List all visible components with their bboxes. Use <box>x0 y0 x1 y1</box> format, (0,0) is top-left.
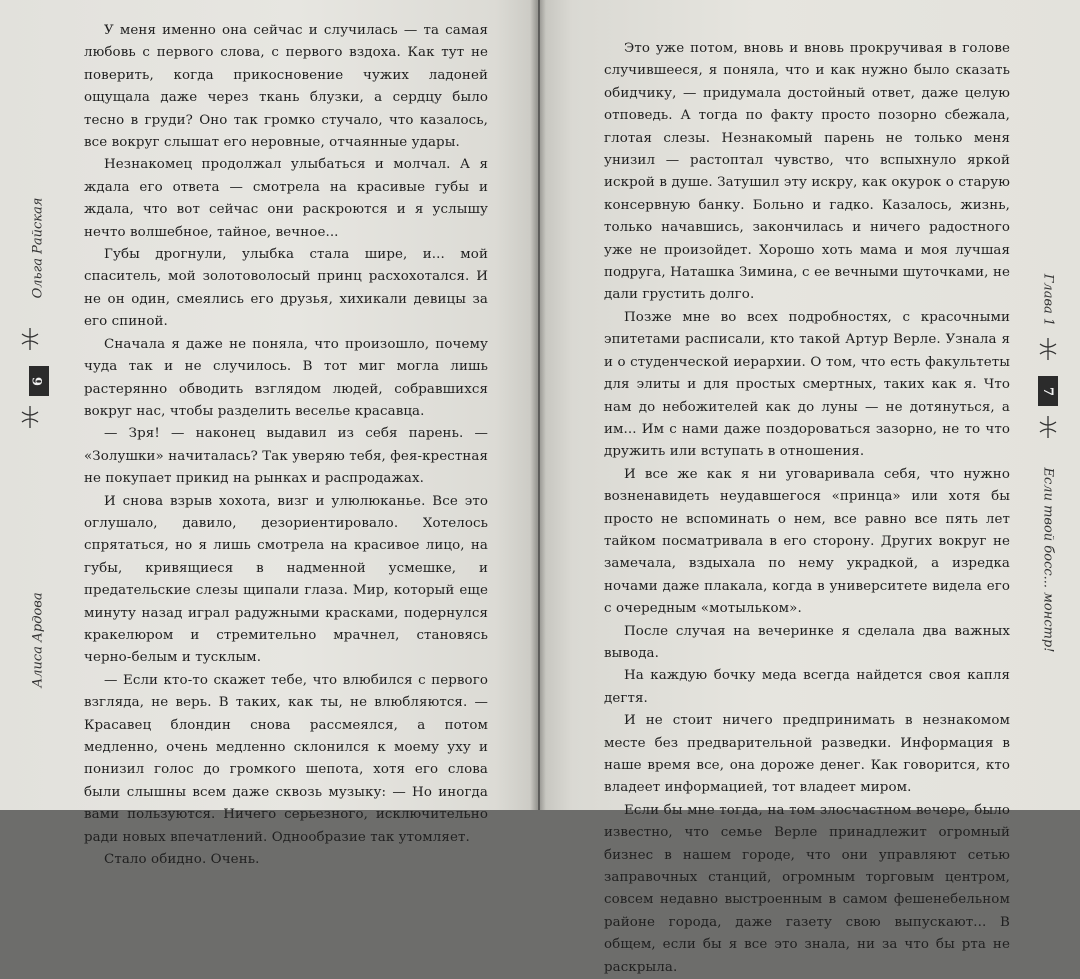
ornament-icon <box>1036 414 1060 440</box>
paragraph: — Если кто-то скажет тебе, что влюбился с первого взгляда, не верь. В таких, как ты, не влюбляются. — Красавец блондин снова рассмеялся, а потом медленно, очень медленно склонился к моему уху и понизил голос до громкого шепота, хотя его слова были слышны всем даже сквозь музыку: — Но иногда вами пользуются. Ничего серьезного, исключительно ради новых впечатлений. Однообразие так утомляет. <box>84 672 488 845</box>
running-header-book-author: Алиса Ардова <box>30 592 46 688</box>
paragraph: Губы дрогнули, улыбка стала шире, и... мой спаситель, мой золотоволосый принц расхохотался. И не он один, смеялись его друзья, хихикали девицы за его спиной. <box>84 247 488 330</box>
paragraph: И все же как я ни уговаривала себя, что нужно возненавидеть неудавшегося «принца» или хотя бы просто не вспоминать о нем, все равно все пять лет тайком посматривала в его сторону. Других вокруг не замечала, вздыхала по нему украдкой, а изредка ночами даже плакала, когда в университете видела его с очередным «мотыльком». <box>604 466 1010 617</box>
left-running-header <box>12 0 52 810</box>
paragraph: Сначала я даже не поняла, что произошло, почему чуда так и не случилось. В тот миг могла лишь растерянно обводить взглядом людей, собравшихся вокруг нас, чтобы разделить веселье красавца. <box>84 336 488 419</box>
paragraph: Незнакомец продолжал улыбаться и молчал. А я ждала его ответа — смотрела на красивые губы и ждала, что вот сейчас они раскроются и я услышу нечто волшебное, тайное, вечное... <box>84 157 488 240</box>
ornament-icon <box>18 404 42 430</box>
left-page <box>0 0 538 868</box>
paragraph: Стало обидно. Очень. <box>104 852 260 868</box>
right-page-text <box>604 38 1010 979</box>
paragraph: И не стоит ничего предпринимать в незнакомом месте без предварительной разведки. Информация в наше время все, она дороже денег. Как говорится, кто владеет информацией, тот владеет миром. <box>604 713 1010 796</box>
paragraph: Позже мне во всех подробностях, с красочными эпитетами расписали, кто такой Артур Верле. Узнала я и о студенческой иерархии. О том, что есть факультеты для элиты и для простых смертных, таких как я. Что нам до небожителей как до луны — не дотянуться, а им... Им с нами даже поздороваться зазорно, не то что дружить или вступать в отношения. <box>604 309 1010 460</box>
right-running-header <box>1030 0 1070 810</box>
page-number: 7 <box>1038 376 1058 406</box>
paragraph: И снова взрыв хохота, визг и улюлюканье. Все это оглушало, давило, дезориентировало. Хотелось спрятаться, но я лишь смотрела на красивое лицо, на губы, кривящиеся в надменной усмешке, и предательские слезы щипали глаза. Мир, который еще минуту назад играл радужными красками, подернулся кракелюром и стремительно мрачнел, становясь черно-белым и тусклым. <box>84 493 488 666</box>
paragraph: На каждую бочку меда всегда найдется своя капля дегтя. <box>604 668 1010 706</box>
paragraph: Это уже потом, вновь и вновь прокручивая в голове случившееся, я поняла, что и как нужно было сказать обидчику, — придумала достойный ответ, даже целую отповедь. А тогда по факту просто позорно сбежала, глотая слезы. Незнакомый парень не только меня унизил — растоптал чувство, что вспыхнуло яркой искрой в душе. Затушил эту искру, как окурок о старую консервную банку. Больно и гадко. Казалось, жизнь, только начавшись, закончилась и ничего радостного уже не произойдет. Хорошо хоть мама и моя лучшая подруга, Наташка Зимина, с ее вечными шуточками, не дали грустить долго. <box>604 41 1010 303</box>
paragraph: После случая на вечеринке я сделала два важных вывода. <box>604 623 1010 661</box>
running-header-chapter: Глава 1 <box>1040 273 1056 327</box>
running-header-author: Ольга Райская <box>30 197 46 299</box>
page-number: 6 <box>29 366 49 396</box>
paragraph: У меня именно она сейчас и случилась — та самая любовь с первого слова, с первого вздоха. Как тут не поверить, когда прикосновение чужих ладоней ощущала даже через ткань блузки, а сердцу было тесно в груди? Оно так громко стучало, что казалось, все вокруг слышат его неровные, отчаянные удары. <box>84 23 488 151</box>
ornament-icon <box>1036 336 1060 362</box>
right-page <box>540 0 1080 975</box>
paragraph: Если бы мне тогда, на том злосчастном вечере, было известно, что семье Верле принадлежит огромный бизнес в нашем городе, что они управляют сетью заправочных станций, огромным торговым центром, совсем недавно выстроенным в самом фешенебельном районе города, даже газету свою выпускают... В общем, если бы я все это знала, ни за что бы рта не раскрыла. <box>604 802 1010 975</box>
ornament-icon <box>18 326 42 352</box>
running-header-book-title: Если твой босс... монстр! <box>1040 467 1056 653</box>
paragraph: — Зря! — наконец выдавил из себя парень. — «Золушки» начиталась? Так уверяю тебя, фея-крестная не покупает прикид на рынках и распродажах. <box>84 426 488 487</box>
book-spine-shadow <box>530 0 546 810</box>
left-page-text <box>84 20 488 871</box>
